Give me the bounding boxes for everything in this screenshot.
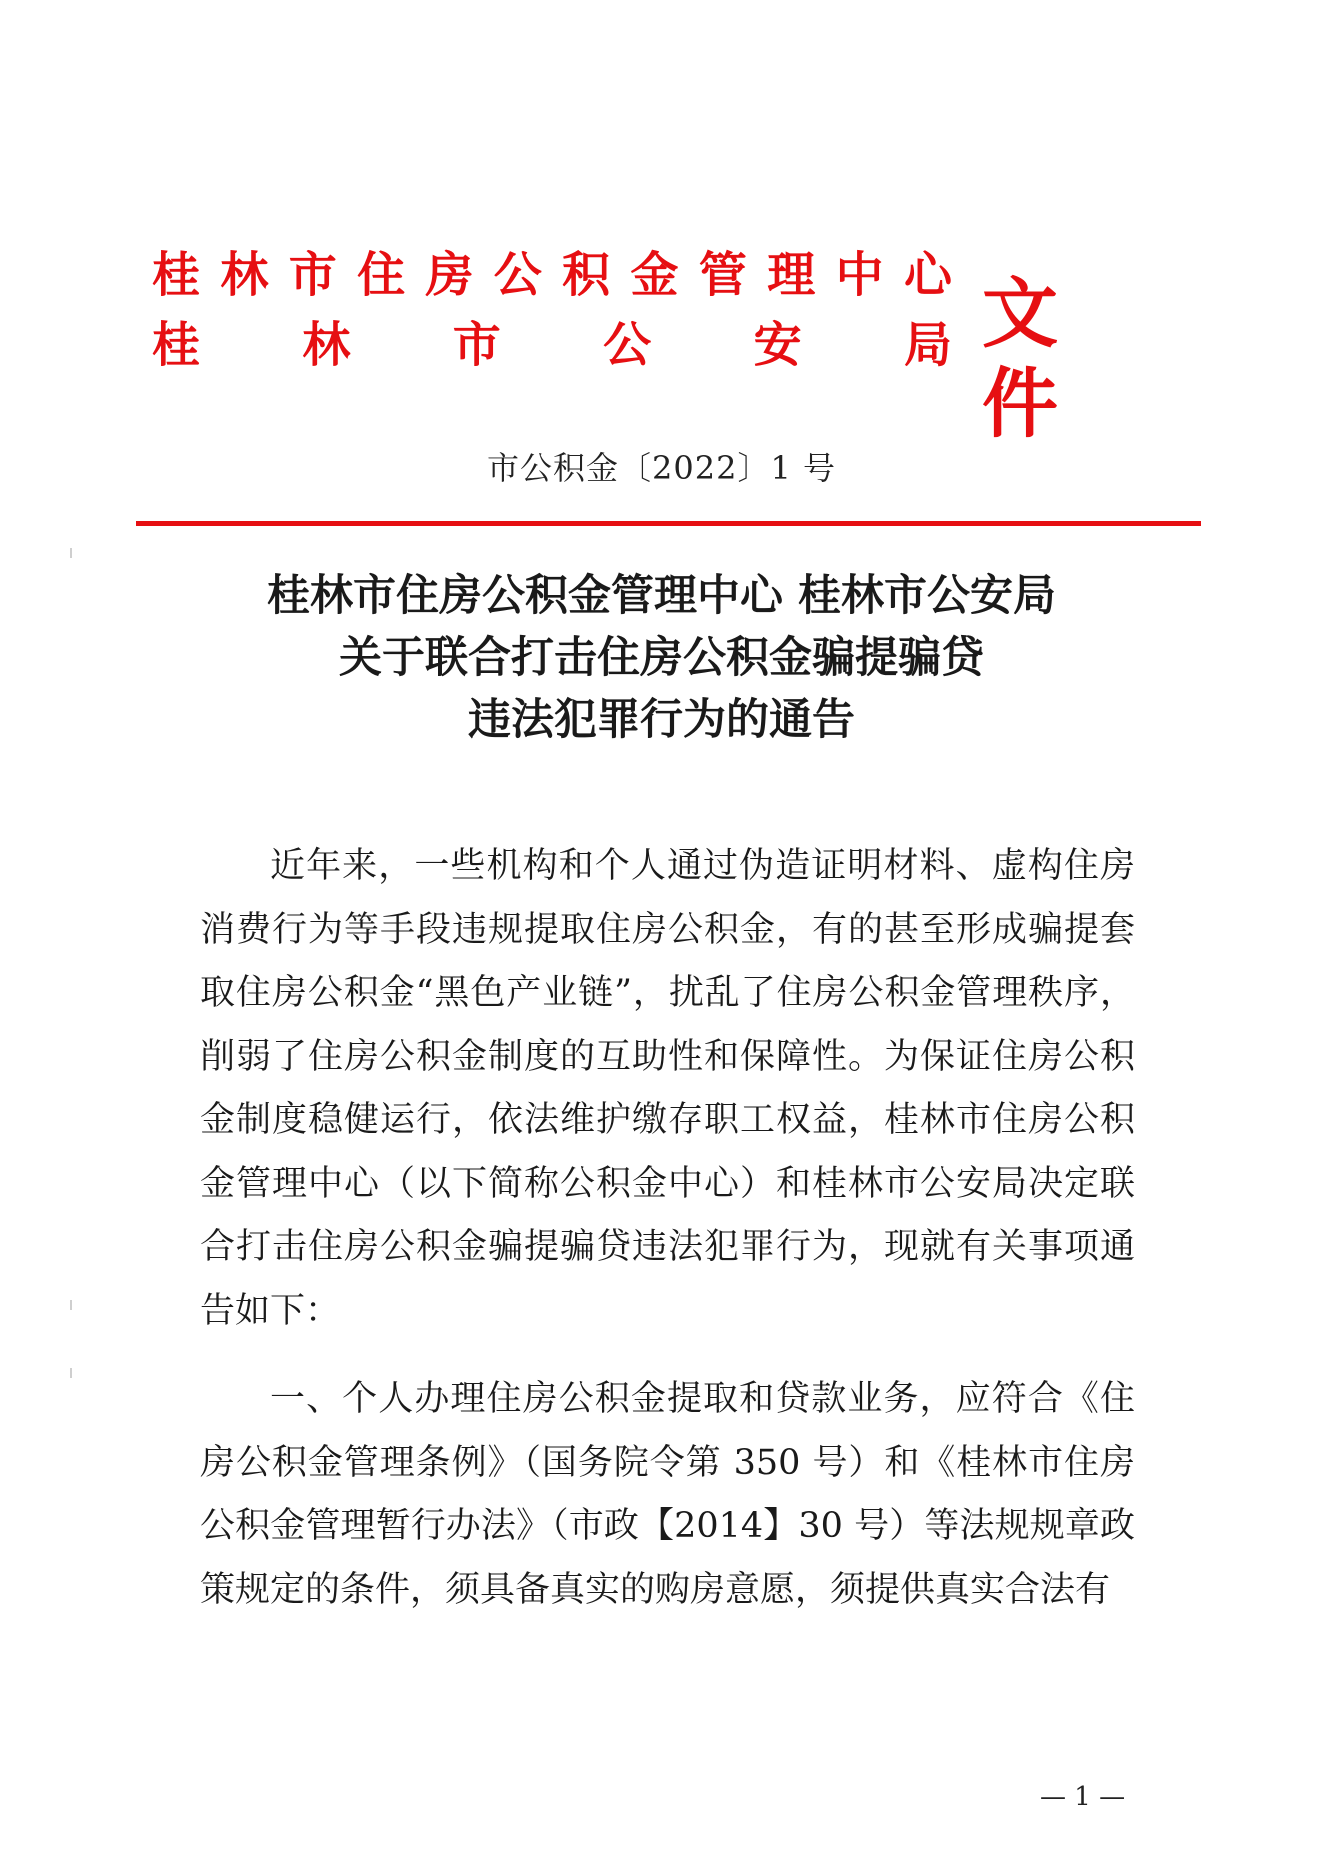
document-number: 市公积金〔2022〕1 号 [487, 449, 836, 487]
org-char: 理 [767, 247, 816, 303]
org-char: 管 [698, 247, 747, 303]
org-char: 桂 [152, 317, 201, 373]
org-char: 市 [288, 247, 337, 303]
scan-artifact [70, 548, 72, 558]
org-char: 中 [835, 247, 884, 303]
org-char: 金 [630, 247, 679, 303]
issuing-org-housing-fund-center [152, 245, 952, 305]
title-line-3: 违法犯罪行为的通告 [468, 695, 855, 745]
scan-artifact [70, 1368, 72, 1378]
scan-artifact [70, 1300, 72, 1310]
body-paragraph-intro: 近年来，一些机构和个人通过伪造证明材料、虚构住房消费行为等手段违规提取住房公积金，有的甚至形成骗提套取住房公积金“黑色产业链”，扰乱了住房公积金管理秩序，削弱了住房公积金制度的互助性和保障性。为保证住房公积金制度稳健运行，依法维护缴存职工权益，桂林市住房公积金管理中心（以下简称公积金中心）和桂林市公安局决定联合打击住房公积金骗提骗贷违法犯罪行为，现就有关事项通告如下： [200, 846, 1135, 1331]
org-char: 桂 [152, 247, 201, 303]
notice-title [0, 565, 1323, 751]
body-paragraph-item-1: 一、个人办理住房公积金提取和贷款业务，应符合《住房公积金管理条例》（国务院令第 350 号）和《桂林市住房公积金管理暂行办法》（市政【2014】30 号）等法规规章政策规定的条件，须具备真实的购房意愿，须提供真实合法有 [200, 1379, 1135, 1610]
title-line-2: 关于联合打击住房公积金骗提骗贷 [339, 633, 984, 683]
org-char: 市 [452, 317, 501, 373]
org-char: 安 [753, 317, 802, 373]
org-char: 积 [562, 247, 611, 303]
org-char: 房 [425, 247, 474, 303]
red-divider [136, 521, 1201, 526]
org-char: 林 [302, 317, 351, 373]
document-type-label: 文件 [982, 269, 1070, 448]
page-number: — 1 — [1040, 1782, 1126, 1812]
issuing-org-public-security-bureau [152, 315, 952, 375]
org-char: 公 [493, 247, 542, 303]
document-header [152, 245, 1152, 448]
org-char: 林 [220, 247, 269, 303]
org-char: 住 [357, 247, 406, 303]
org-char: 心 [903, 247, 952, 303]
org-char: 公 [603, 317, 652, 373]
org-char: 局 [903, 317, 952, 373]
title-line-1: 桂林市住房公积金管理中心 桂林市公安局 [267, 571, 1056, 621]
